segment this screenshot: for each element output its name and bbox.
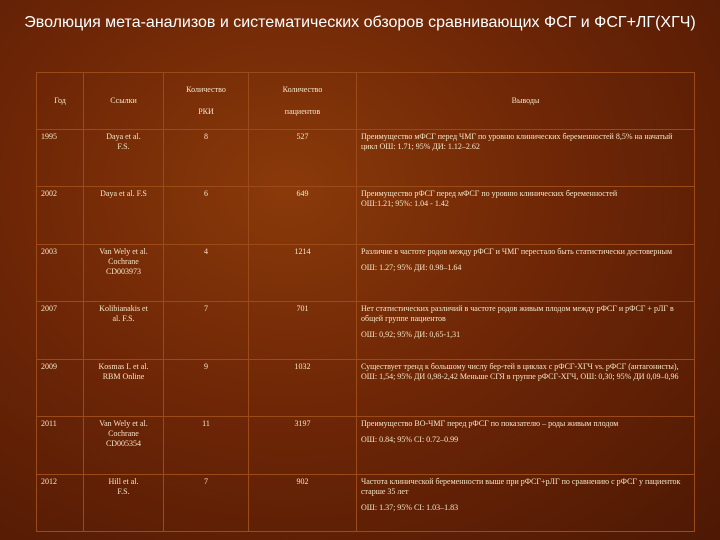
- table-row: [37, 187, 695, 244]
- reference-line: CD005354: [105, 439, 142, 449]
- cell-rct-count: 7: [164, 474, 249, 531]
- outcome-statistic: ОШ: 1.27; 95% ДИ: 0.98–1.64: [361, 262, 462, 272]
- header-patients-top: Количество: [282, 85, 323, 94]
- outcome-text: Преимущество рФСГ перед мФСГ по уровню клинических беременностей: [361, 189, 618, 199]
- outcome-text: Частота клинической беременности выше при рФСГ+рЛГ по сравнению с рФСГ у пациенток старше 35 лет: [361, 476, 681, 496]
- cell-rct-count: 8: [164, 130, 249, 187]
- header-rct-bottom: РКИ: [198, 107, 214, 116]
- cell-reference: [84, 244, 164, 301]
- cell-patient-count: 1214: [249, 244, 357, 301]
- cell-patient-count: 701: [249, 302, 357, 359]
- reference-line: Cochrane: [108, 256, 139, 266]
- outcome-text: Существует тренд к большому числу бер-тей в циклах с рФСГ-ХГЧ vs. рФСГ (антагонисты), ОШ: 1,54; 95% ДИ 0,98-2,42 Меньше СГЯ в группе рФСГ-ХГЧ, ОШ: 0,30; 95% ДИ 0,09–0,96: [361, 361, 679, 381]
- cell-reference: [84, 187, 164, 244]
- header-refs: Ссылки: [84, 73, 164, 130]
- cell-year: 2003: [37, 244, 84, 301]
- outcome-text: Преимущество мФСГ перед ЧМГ по уровню клинических беременностей 8,5% на начатый цикл ОШ: 1.71; 95% ДИ: 1.12–2.62: [361, 132, 673, 151]
- table-row: [37, 302, 695, 359]
- table-row: [37, 359, 695, 416]
- cell-year: 2002: [37, 187, 84, 244]
- outcome-text: Преимущество ВО-ЧМГ перед рФСГ по показателю – роды живым плодом: [361, 419, 619, 429]
- cell-rct-count: 9: [164, 359, 249, 416]
- cell-rct-count: 7: [164, 302, 249, 359]
- cell-reference: [84, 130, 164, 187]
- outcome-text: Нет статистических различий в частоте родов живым плодом между рФСГ и рФСГ + рЛГ в общей группе пациентов: [361, 304, 674, 324]
- table-row: [37, 474, 695, 531]
- reference-line: Hill et al.: [108, 476, 139, 486]
- reference-line: Daya et al.: [106, 132, 141, 141]
- cell-outcome: [357, 302, 695, 359]
- outcome-statistic: ОШ: 0.84; 95% CI: 0.72–0.99: [361, 435, 459, 445]
- reference-line: Kosmas I. et al.: [98, 361, 149, 371]
- reference-line: RBM Online: [102, 371, 145, 381]
- header-rct: [164, 73, 249, 130]
- slide-title: Эволюция мета-анализов и систематических обзоров сравнивающих ФСГ и ФСГ+ЛГ(ХГЧ): [24, 14, 696, 31]
- cell-reference: [84, 474, 164, 531]
- outcome-statistic: ОШ: 1.37; 95% CI: 1.03–1.83: [361, 502, 459, 512]
- cell-patient-count: 1032: [249, 359, 357, 416]
- cell-rct-count: 4: [164, 244, 249, 301]
- cell-reference: [84, 359, 164, 416]
- cell-year: 2009: [37, 359, 84, 416]
- reference-line: Daya et al. F.S: [100, 189, 147, 199]
- cell-outcome: [357, 417, 695, 474]
- header-rct-top: Количество: [186, 85, 226, 94]
- header-patients: [249, 73, 357, 130]
- header-outcomes: Выводы: [357, 73, 695, 130]
- table-header-row: [37, 73, 695, 130]
- reference-line: Van Wely et al.: [99, 246, 148, 256]
- cell-outcome: [357, 130, 695, 187]
- reference-line: F.S.: [117, 142, 130, 151]
- reference-line: al. F.S.: [112, 314, 135, 324]
- cell-rct-count: 6: [164, 187, 249, 244]
- outcome-statistic: ОШ: 0,92; 95% ДИ: 0,65-1,31: [361, 330, 461, 340]
- outcome-text: Различие в частоте родов между рФСГ и ЧМГ перестало быть статистически достоверным: [361, 246, 673, 256]
- cell-outcome: [357, 359, 695, 416]
- header-year: Год: [37, 73, 84, 130]
- cell-outcome: [357, 187, 695, 244]
- reference-line: Cochrane: [108, 429, 139, 439]
- cell-rct-count: 11: [164, 417, 249, 474]
- reference-line: Van Wely et al.: [99, 419, 148, 429]
- reference-line: Kolibianakis et: [99, 304, 148, 314]
- table-row: [37, 417, 695, 474]
- header-patients-bottom: пациентов: [284, 107, 321, 116]
- cell-outcome: [357, 244, 695, 301]
- outcome-statistic: ОШ:1.21; 95%: 1.04 - 1.42: [361, 199, 449, 209]
- cell-patient-count: 902: [249, 474, 357, 531]
- reference-line: CD003973: [105, 266, 142, 276]
- table-row: [37, 244, 695, 301]
- table-row: [37, 130, 695, 187]
- cell-patient-count: 3197: [249, 417, 357, 474]
- cell-year: 2011: [37, 417, 84, 474]
- cell-patient-count: 527: [249, 130, 357, 187]
- meta-analysis-table: [36, 72, 695, 532]
- cell-reference: [84, 417, 164, 474]
- reference-line: F.S.: [117, 486, 130, 496]
- cell-outcome: [357, 474, 695, 531]
- cell-year: 1995: [37, 130, 84, 187]
- cell-year: 2007: [37, 302, 84, 359]
- cell-patient-count: 649: [249, 187, 357, 244]
- cell-year: 2012: [37, 474, 84, 531]
- cell-reference: [84, 302, 164, 359]
